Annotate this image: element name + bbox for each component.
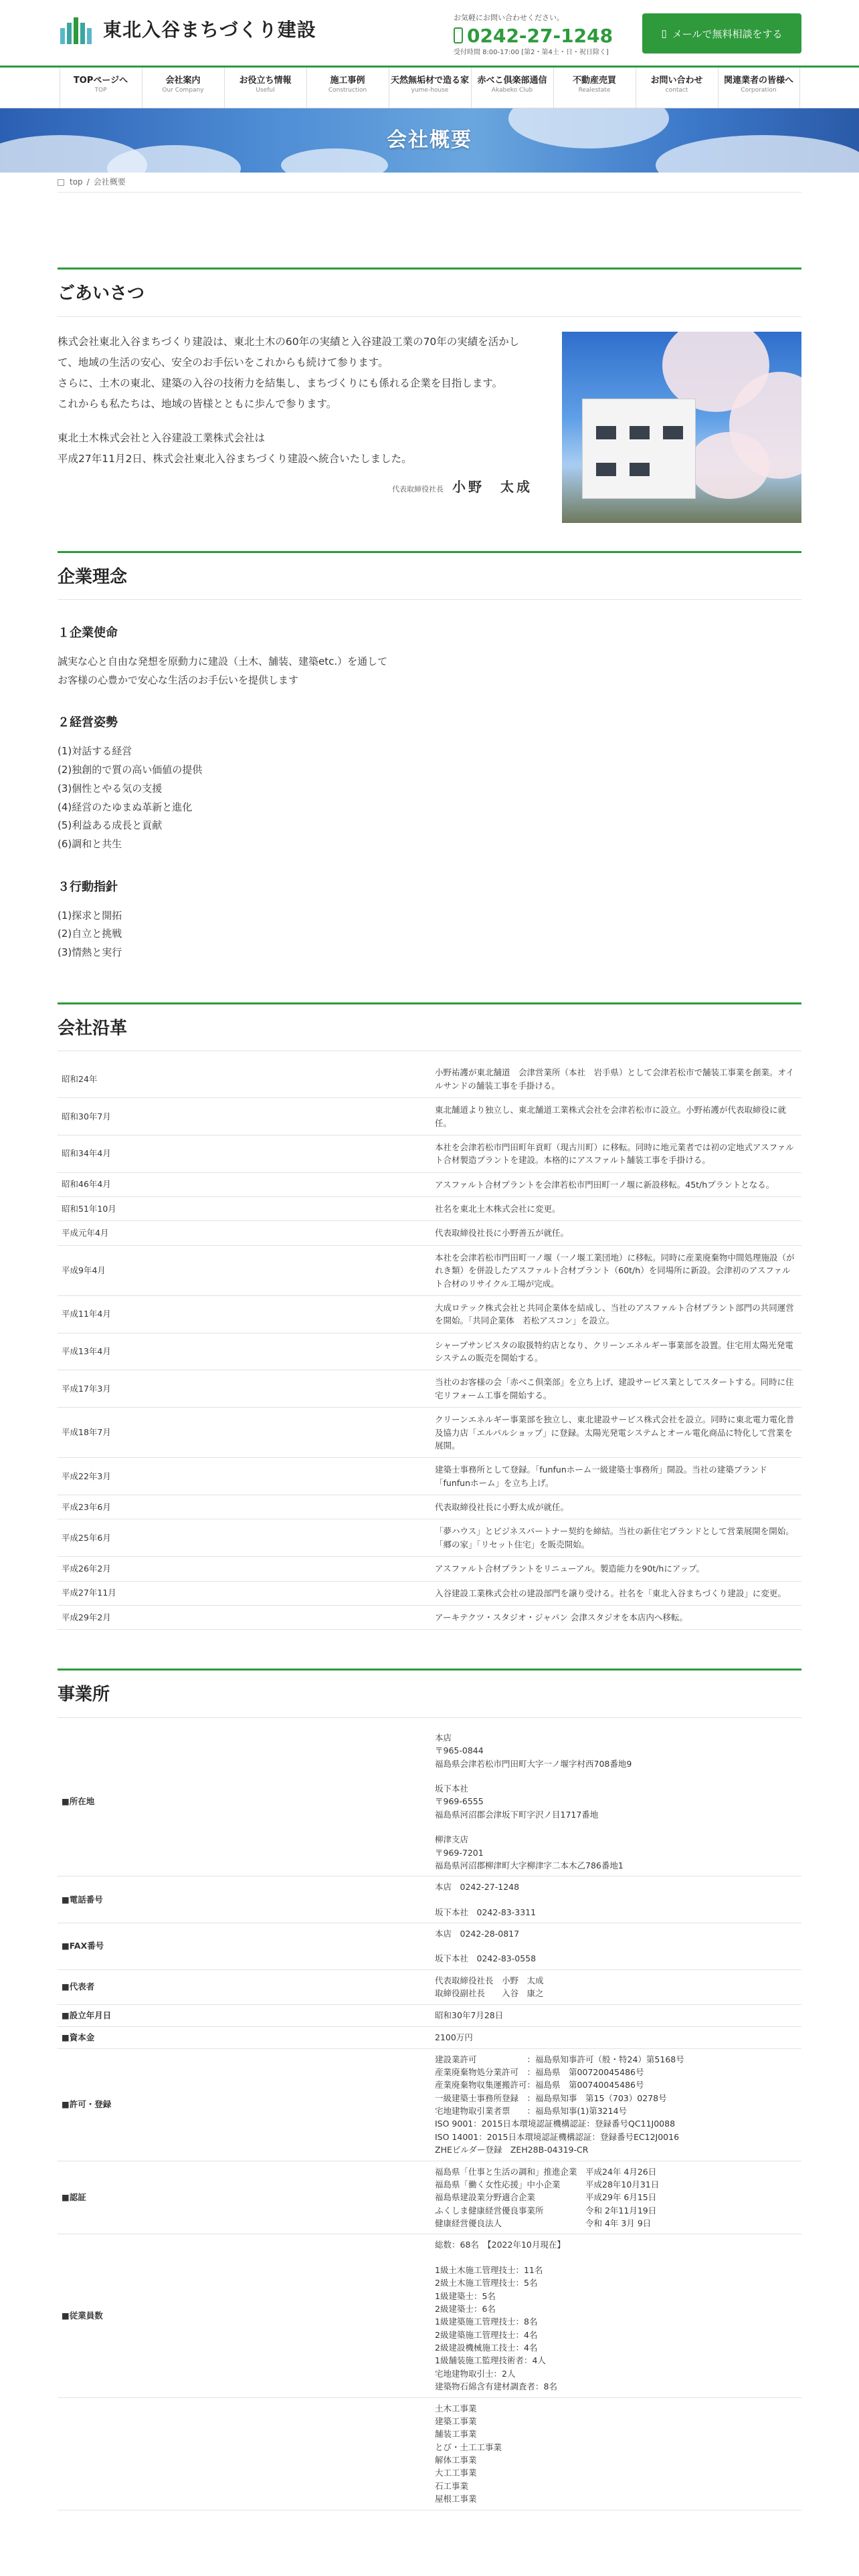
- office-key: ■設立年月日: [58, 2004, 431, 2026]
- philosophy-item: (1)探求と開拓: [58, 909, 122, 922]
- office-value-line: 産業廃棄物処分業許可 ：福島県 第00720045486号: [435, 2066, 644, 2077]
- history-text: アスファルト合材プラントを会津若松市門田町一ノ堰に新設移転。45t/hプラントとなる。: [431, 1172, 801, 1196]
- office-value-line: [435, 1940, 797, 1952]
- history-year: 平成25年6月: [58, 1519, 431, 1557]
- history-text: 当社のお客様の会「赤べこ倶楽部」を立ち上げ、建設サービス業としてスタートする。同時に住宅リフォーム工事を開始する。: [431, 1370, 801, 1408]
- history-row: [58, 1197, 801, 1221]
- history-text: 建築士事務所として登録。「funfunホーム一級建築士事務所」開設。当社の建築ブランド「funfunホーム」を立ち上げ。: [431, 1458, 801, 1495]
- office-value-line: 代表取締役社長 小野 太成: [435, 1975, 544, 1985]
- sign-name: 小野 太成: [452, 478, 533, 495]
- history-row: [58, 1333, 801, 1370]
- history-row: [58, 1370, 801, 1408]
- nav-sublabel: Corporation: [741, 87, 777, 94]
- office-value-line: 福島県河沼郡柳津町大字柳津字二本木乙786番地1: [435, 1860, 624, 1870]
- office-value-line: 大工工事業: [435, 2468, 477, 2478]
- history-row: [58, 1061, 801, 1097]
- office-row: [58, 2048, 801, 2161]
- office-value-line: 福島県河沼郡会津坂下町字沢ノ目1717番地: [435, 1809, 599, 1820]
- philosophy-item: (5)利益ある成長と貢献: [58, 819, 163, 832]
- philosophy-subheading: ２経営姿勢: [58, 716, 118, 730]
- nav-item[interactable]: [718, 68, 800, 108]
- office-value-line: 宅地建物取引業者票 ：福島県知事(1)第3214号: [435, 2106, 628, 2117]
- site-header: [58, 0, 801, 66]
- office-key: ■電話番号: [58, 1876, 431, 1923]
- office-value: [431, 1727, 801, 1876]
- history-text: アスファルト合材プラントをリニューアル。製造能力を90t/hにアップ。: [431, 1557, 801, 1581]
- philosophy-item: (2)独創的で質の高い価値の提供: [58, 764, 203, 776]
- office-row: [58, 1876, 801, 1923]
- history-table: [58, 1061, 801, 1630]
- greeting-line: [58, 415, 533, 428]
- greeting-heading: ごあいさつ: [58, 270, 801, 317]
- building-image: [582, 399, 696, 499]
- history-row: [58, 1135, 801, 1172]
- office-value-line: [435, 1894, 797, 1906]
- history-row: [58, 1495, 801, 1519]
- nav-label: お役立ち情報: [239, 76, 292, 86]
- history-row: [58, 1221, 801, 1245]
- history-text: シャープサンビスタの取扱特約店となり、クリーンエネルギー事業部を設置。住宅用太陽光発電システムの販売を開始する。: [431, 1333, 801, 1370]
- greeting-line: 平成27年11月2日、株式会社東北入谷まちづくり建設へ統合いたしました。: [58, 452, 412, 465]
- history-text: アーキテクツ・スタジオ・ジャパン 会津スタジオを本店内へ移転。: [431, 1605, 801, 1629]
- office-value-line: 坂下本社 0242-83-0558: [435, 1953, 537, 1964]
- nav-sublabel: yume-house: [411, 87, 449, 94]
- offices-section: [58, 1669, 801, 2510]
- breadcrumb: [58, 173, 801, 193]
- history-heading: 会社沿革: [58, 1004, 801, 1052]
- office-value-line: ISO 14001：2015日本環境認証機構認証：登録番号EC12J0016: [435, 2131, 680, 2142]
- header-tel[interactable]: [454, 24, 613, 47]
- greeting-line: さらに、土木の東北、建築の入谷の技術力を結集し、まちづくりにも係れる企業を目指します。: [58, 377, 503, 389]
- office-value: [431, 2397, 801, 2510]
- office-value-line: [435, 1821, 797, 1833]
- history-year: 昭和24年: [58, 1061, 431, 1097]
- nav-item[interactable]: [636, 68, 718, 108]
- greeting-line: これからも私たちは、地域の皆様とともに歩んで参ります。: [58, 397, 337, 410]
- office-key: ■従業員数: [58, 2234, 431, 2397]
- office-value-line: [435, 2252, 797, 2264]
- history-row: [58, 1581, 801, 1605]
- history-year: 昭和30年7月: [58, 1098, 431, 1136]
- nav-item[interactable]: [389, 68, 471, 108]
- office-value-line: とび・土工工事業: [435, 2442, 502, 2452]
- office-value-line: 本店: [435, 1732, 452, 1743]
- nav-sublabel: Realestate: [578, 87, 611, 94]
- office-value: [431, 2161, 801, 2234]
- history-text: 「夢ハウス」とビジネスパートナー契約を締結。当社の新住宅ブランドとして営業展開を開始。「郷の家」「リセット住宅」を販売開始。: [431, 1519, 801, 1557]
- philosophy-item: (2)自立と挑戦: [58, 928, 122, 940]
- philosophy-heading: 企業理念: [58, 553, 801, 601]
- office-value-line: 取締役副社長 入谷 康之: [435, 1988, 544, 1999]
- nav-label: 赤べこ倶楽部通信: [477, 76, 547, 86]
- header-contact: [454, 12, 613, 58]
- office-row: [58, 2004, 801, 2026]
- nav-label: 天然無垢材で造る家: [390, 76, 469, 86]
- office-value-line: 福島県建設業分野適合企業 平成29年 6月15日: [435, 2192, 657, 2203]
- nav-label: TOPページへ: [73, 76, 128, 86]
- office-value: [431, 2048, 801, 2161]
- office-value-line: 建設業許可 ：福島県知事許可（般・特24）第5168号: [435, 2054, 684, 2064]
- office-value-line: 2級建築施工管理技士：4名: [435, 2329, 538, 2340]
- history-text: 小野祐護が東北舗道 会津営業所（本社 岩手県）として会津若松市で舗装工事業を創業。オイルサンドの舗装工事を手掛ける。: [431, 1061, 801, 1097]
- nav-label: 会社案内: [165, 76, 201, 86]
- nav-label: 不動産売買: [572, 76, 616, 86]
- greeting-line: 株式会社東北入谷まちづくり建設は、東北土木の60年の実績と入谷建設工業の70年の実績を活かして、地域の生活の安心、安全のお手伝いをこれからも続けて参ります。: [58, 335, 520, 368]
- mail-consult-button[interactable]: [642, 13, 801, 53]
- offices-heading: 事業所: [58, 1671, 801, 1718]
- site-name: 東北入谷まちづくり建設: [103, 18, 316, 41]
- breadcrumb-current: 会社概要: [93, 177, 126, 187]
- office-value-line: 健康経営優良法人 令和 4年 3月 9日: [435, 2218, 652, 2229]
- office-value: [431, 2234, 801, 2397]
- history-year: 平成11年4月: [58, 1295, 431, 1333]
- office-row: [58, 1969, 801, 2004]
- history-year: 平成29年2月: [58, 1605, 431, 1629]
- nav-item[interactable]: [142, 68, 224, 108]
- nav-item[interactable]: [553, 68, 636, 108]
- history-year: 平成27年11月: [58, 1581, 431, 1605]
- office-row: [58, 1727, 801, 1876]
- nav-sublabel: Akabeko Club: [491, 87, 533, 94]
- nav-sublabel: Our Company: [162, 87, 204, 94]
- office-value-line: 石工事業: [435, 2480, 469, 2491]
- office-value-line: 1級土木施工管理技士：11名: [435, 2264, 543, 2275]
- nav-sublabel: Construction: [328, 87, 367, 94]
- nav-label: 施工事例: [330, 76, 365, 86]
- office-row: [58, 2397, 801, 2510]
- nav-label: 関連業者の皆様へ: [723, 76, 793, 86]
- history-row: [58, 1295, 801, 1333]
- office-value-line: 2級土木施工管理技士：5名: [435, 2278, 538, 2288]
- history-text: 代表取締役社長に小野太成が就任。: [431, 1495, 801, 1519]
- philosophy-section: [58, 551, 801, 962]
- office-key: [58, 2397, 431, 2510]
- philosophy-item: (3)個性とやる気の支援: [58, 782, 163, 794]
- breadcrumb-home[interactable]: top: [70, 177, 83, 187]
- nav-item[interactable]: [306, 68, 389, 108]
- philosophy-item: お客様の心豊かで安心な生活のお手伝いを提供します: [58, 673, 299, 686]
- logo-mark-icon: [58, 15, 95, 45]
- global-nav: [0, 66, 859, 108]
- office-row: [58, 1923, 801, 1970]
- office-value-line: 土木工事業: [435, 2403, 477, 2413]
- office-value-line: 福島県「働く女性応援」中小企業 平成28年10月31日: [435, 2179, 660, 2189]
- office-value-line: 2級建設機械施工技士：4名: [435, 2343, 538, 2353]
- office-value-line: 坂下本社 0242-83-3311: [435, 1907, 537, 1917]
- office-photo: [562, 332, 801, 523]
- philosophy-item: (6)調和と共生: [58, 838, 122, 851]
- office-value-line: 〒965-0844: [435, 1745, 484, 1756]
- office-value-line: 福島県「仕事と生活の調和」推進企業 平成24年 4月26日: [435, 2166, 657, 2177]
- office-value-line: 昭和30年7月28日: [435, 2010, 504, 2020]
- office-value-line: 1級建築士：5名: [435, 2290, 496, 2301]
- office-key: ■所在地: [58, 1727, 431, 1876]
- history-row: [58, 1605, 801, 1629]
- contact-caption: お気軽にお問い合わせください。: [454, 13, 564, 22]
- history-row: [58, 1172, 801, 1196]
- nav-item[interactable]: [60, 68, 142, 108]
- office-value-line: 宅地建物取引士：2人: [435, 2368, 516, 2379]
- philosophy-list: [58, 742, 801, 854]
- greeting-signature: [58, 473, 533, 500]
- history-year: 昭和34年4月: [58, 1135, 431, 1172]
- office-value-line: 総数：68名 【2022年10月現在】: [435, 2240, 565, 2250]
- office-value-line: 2100万円: [435, 2032, 473, 2042]
- philosophy-list: [58, 907, 801, 962]
- page-title: 会社概要: [387, 128, 472, 152]
- nav-item[interactable]: [224, 68, 306, 108]
- history-year: 平成9年4月: [58, 1245, 431, 1295]
- history-row: [58, 1408, 801, 1458]
- office-row: [58, 2026, 801, 2048]
- history-row: [58, 1519, 801, 1557]
- home-icon: [58, 179, 64, 186]
- nav-item[interactable]: [471, 68, 553, 108]
- office-value-line: [435, 1770, 797, 1782]
- history-text: 東北舗道より独立し、東北舗道工業株式会社を会津若松市に設立。小野祐護が代表取締役に就任。: [431, 1098, 801, 1136]
- philosophy-subheading: １企業使命: [58, 626, 118, 641]
- history-row: [58, 1557, 801, 1581]
- office-value-line: 屋根工事業: [435, 2494, 477, 2504]
- office-value-line: 産業廃棄物収集運搬許可：福島県 第00740045486号: [435, 2080, 644, 2090]
- office-value-line: 〒969-6555: [435, 1796, 484, 1807]
- office-value-line: ZHEビルダー登録 ZEH28B-04319-CR: [435, 2145, 589, 2155]
- office-key: ■資本金: [58, 2026, 431, 2048]
- history-year: 平成22年3月: [58, 1458, 431, 1495]
- history-year: 平成元年4月: [58, 1221, 431, 1245]
- mail-button-label: メールで無料相談をする: [672, 28, 783, 40]
- breadcrumb-separator: /: [86, 177, 90, 187]
- office-value: [431, 2026, 801, 2048]
- philosophy-item: 誠実な心と自由な発想を原動力に建設（土木、舗装、建築etc.）を通して: [58, 655, 388, 667]
- history-text: 本社を会津若松市門田町年貢町（現古川町）に移転。同時に地元業者では初の定地式アスファルト合材製造プラントを建設。本格的にアスファルト舗装工事を手掛ける。: [431, 1135, 801, 1172]
- nav-sublabel: TOP: [94, 87, 107, 94]
- office-value-line: 建築物石綿含有建材調査者：8名: [435, 2381, 557, 2392]
- mail-icon: ▯: [661, 28, 667, 39]
- office-value: [431, 1923, 801, 1970]
- history-text: 代表取締役社長に小野善五が就任。: [431, 1221, 801, 1245]
- history-year: 平成23年6月: [58, 1495, 431, 1519]
- office-value-line: 解体工事業: [435, 2455, 477, 2466]
- office-row: [58, 2234, 801, 2397]
- history-year: 昭和51年10月: [58, 1197, 431, 1221]
- office-key: ■代表者: [58, 1969, 431, 2004]
- history-row: [58, 1098, 801, 1136]
- office-value-line: 柳津支店: [435, 1834, 469, 1845]
- office-value-line: 一級建築士事務所登録 ：福島県知事 第15（703）0278号: [435, 2092, 667, 2103]
- tel-number: 0242-27-1248: [467, 24, 613, 47]
- office-row: [58, 2161, 801, 2234]
- history-text: クリーンエネルギー事業部を独立し、東北建設サービス株式会社を設立。同時に東北電力電化普及協力店「エルパルショップ」に登録。太陽光発電システムとオール電化商品に特化して営業を展開。: [431, 1408, 801, 1458]
- philosophy-item: (4)経営のたゆまぬ革新と進化: [58, 800, 193, 813]
- greeting-section: [58, 267, 801, 524]
- office-value-line: 1級舗装施工監理技術者：4人: [435, 2355, 546, 2366]
- history-text: 入谷建設工業株式会社の建設部門を譲り受ける。社名を「東北入谷まちづくり建設」に変更。: [431, 1581, 801, 1605]
- office-value-line: 本店 0242-28-0817: [435, 1929, 520, 1939]
- phone-icon: [454, 27, 463, 43]
- office-value: [431, 1876, 801, 1923]
- history-year: 昭和46年4月: [58, 1172, 431, 1196]
- office-value-line: 坂下本社: [435, 1784, 469, 1794]
- history-row: [58, 1458, 801, 1495]
- nav-sublabel: contact: [665, 87, 688, 94]
- history-year: 平成18年7月: [58, 1408, 431, 1458]
- office-value-line: 本店 0242-27-1248: [435, 1882, 520, 1893]
- office-value-line: 建築工事業: [435, 2416, 477, 2426]
- office-value-line: 2級建築士：6名: [435, 2303, 496, 2314]
- nav-label: お問い合わせ: [650, 76, 703, 86]
- office-key: ■FAX番号: [58, 1923, 431, 1970]
- history-text: 社名を東北土木株式会社に変更。: [431, 1197, 801, 1221]
- office-key: ■許可・登録: [58, 2048, 431, 2161]
- history-row: [58, 1245, 801, 1295]
- office-value: [431, 1969, 801, 2004]
- office-value-line: ISO 9001：2015日本環境認証機構認証：登録番号QC11J0088: [435, 2119, 676, 2129]
- offices-table: [58, 1727, 801, 2510]
- greeting-text: [58, 332, 533, 524]
- greeting-line: 東北土木株式会社と入谷建設工業株式会社は: [58, 431, 266, 444]
- office-value-line: 舗装工事業: [435, 2429, 477, 2440]
- office-value-line: 1級建築施工管理技士：8名: [435, 2317, 538, 2327]
- office-value-line: 福島県会津若松市門田町大字一ノ堰字村西708番地9: [435, 1758, 632, 1769]
- sign-title: 代表取締役社長: [392, 484, 444, 494]
- philosophy-item: (3)情熱と実行: [58, 946, 122, 959]
- history-year: 平成17年3月: [58, 1370, 431, 1408]
- history-text: 本社を会津若松市門田町一ノ堰（一ノ堰工業団地）に移転。同時に産業廃棄物中間処理施設（がれき類）を併設したアスファルト合材プラント（60t/h）を同場所に新設。会津初のアスファルト合材のリサイクル工場が完成。: [431, 1245, 801, 1295]
- history-text: 大成ロテック株式会社と共同企業体を結成し、当社のアスファルト合材プラント部門の共同運営を開始。「共同企業体 若松アスコン」を設立。: [431, 1295, 801, 1333]
- philosophy-item: (1)対話する経営: [58, 745, 132, 758]
- office-key: ■認証: [58, 2161, 431, 2234]
- business-hours: 受付時間 8:00-17:00 [第2・第4土・日・祝日除く]: [454, 48, 609, 56]
- nav-sublabel: Useful: [256, 87, 275, 94]
- philosophy-subheading: ３行動指針: [58, 879, 118, 894]
- office-value-line: 〒969-7201: [435, 1847, 484, 1858]
- page-hero: [0, 108, 859, 173]
- site-logo[interactable]: [58, 15, 316, 45]
- history-year: 平成13年4月: [58, 1333, 431, 1370]
- history-year: 平成26年2月: [58, 1557, 431, 1581]
- history-section: [58, 1002, 801, 1630]
- office-value: [431, 2004, 801, 2026]
- office-value-line: ふくしま健康経営優良事業所 令和 2年11月19日: [435, 2205, 657, 2216]
- philosophy-list: [58, 653, 801, 690]
